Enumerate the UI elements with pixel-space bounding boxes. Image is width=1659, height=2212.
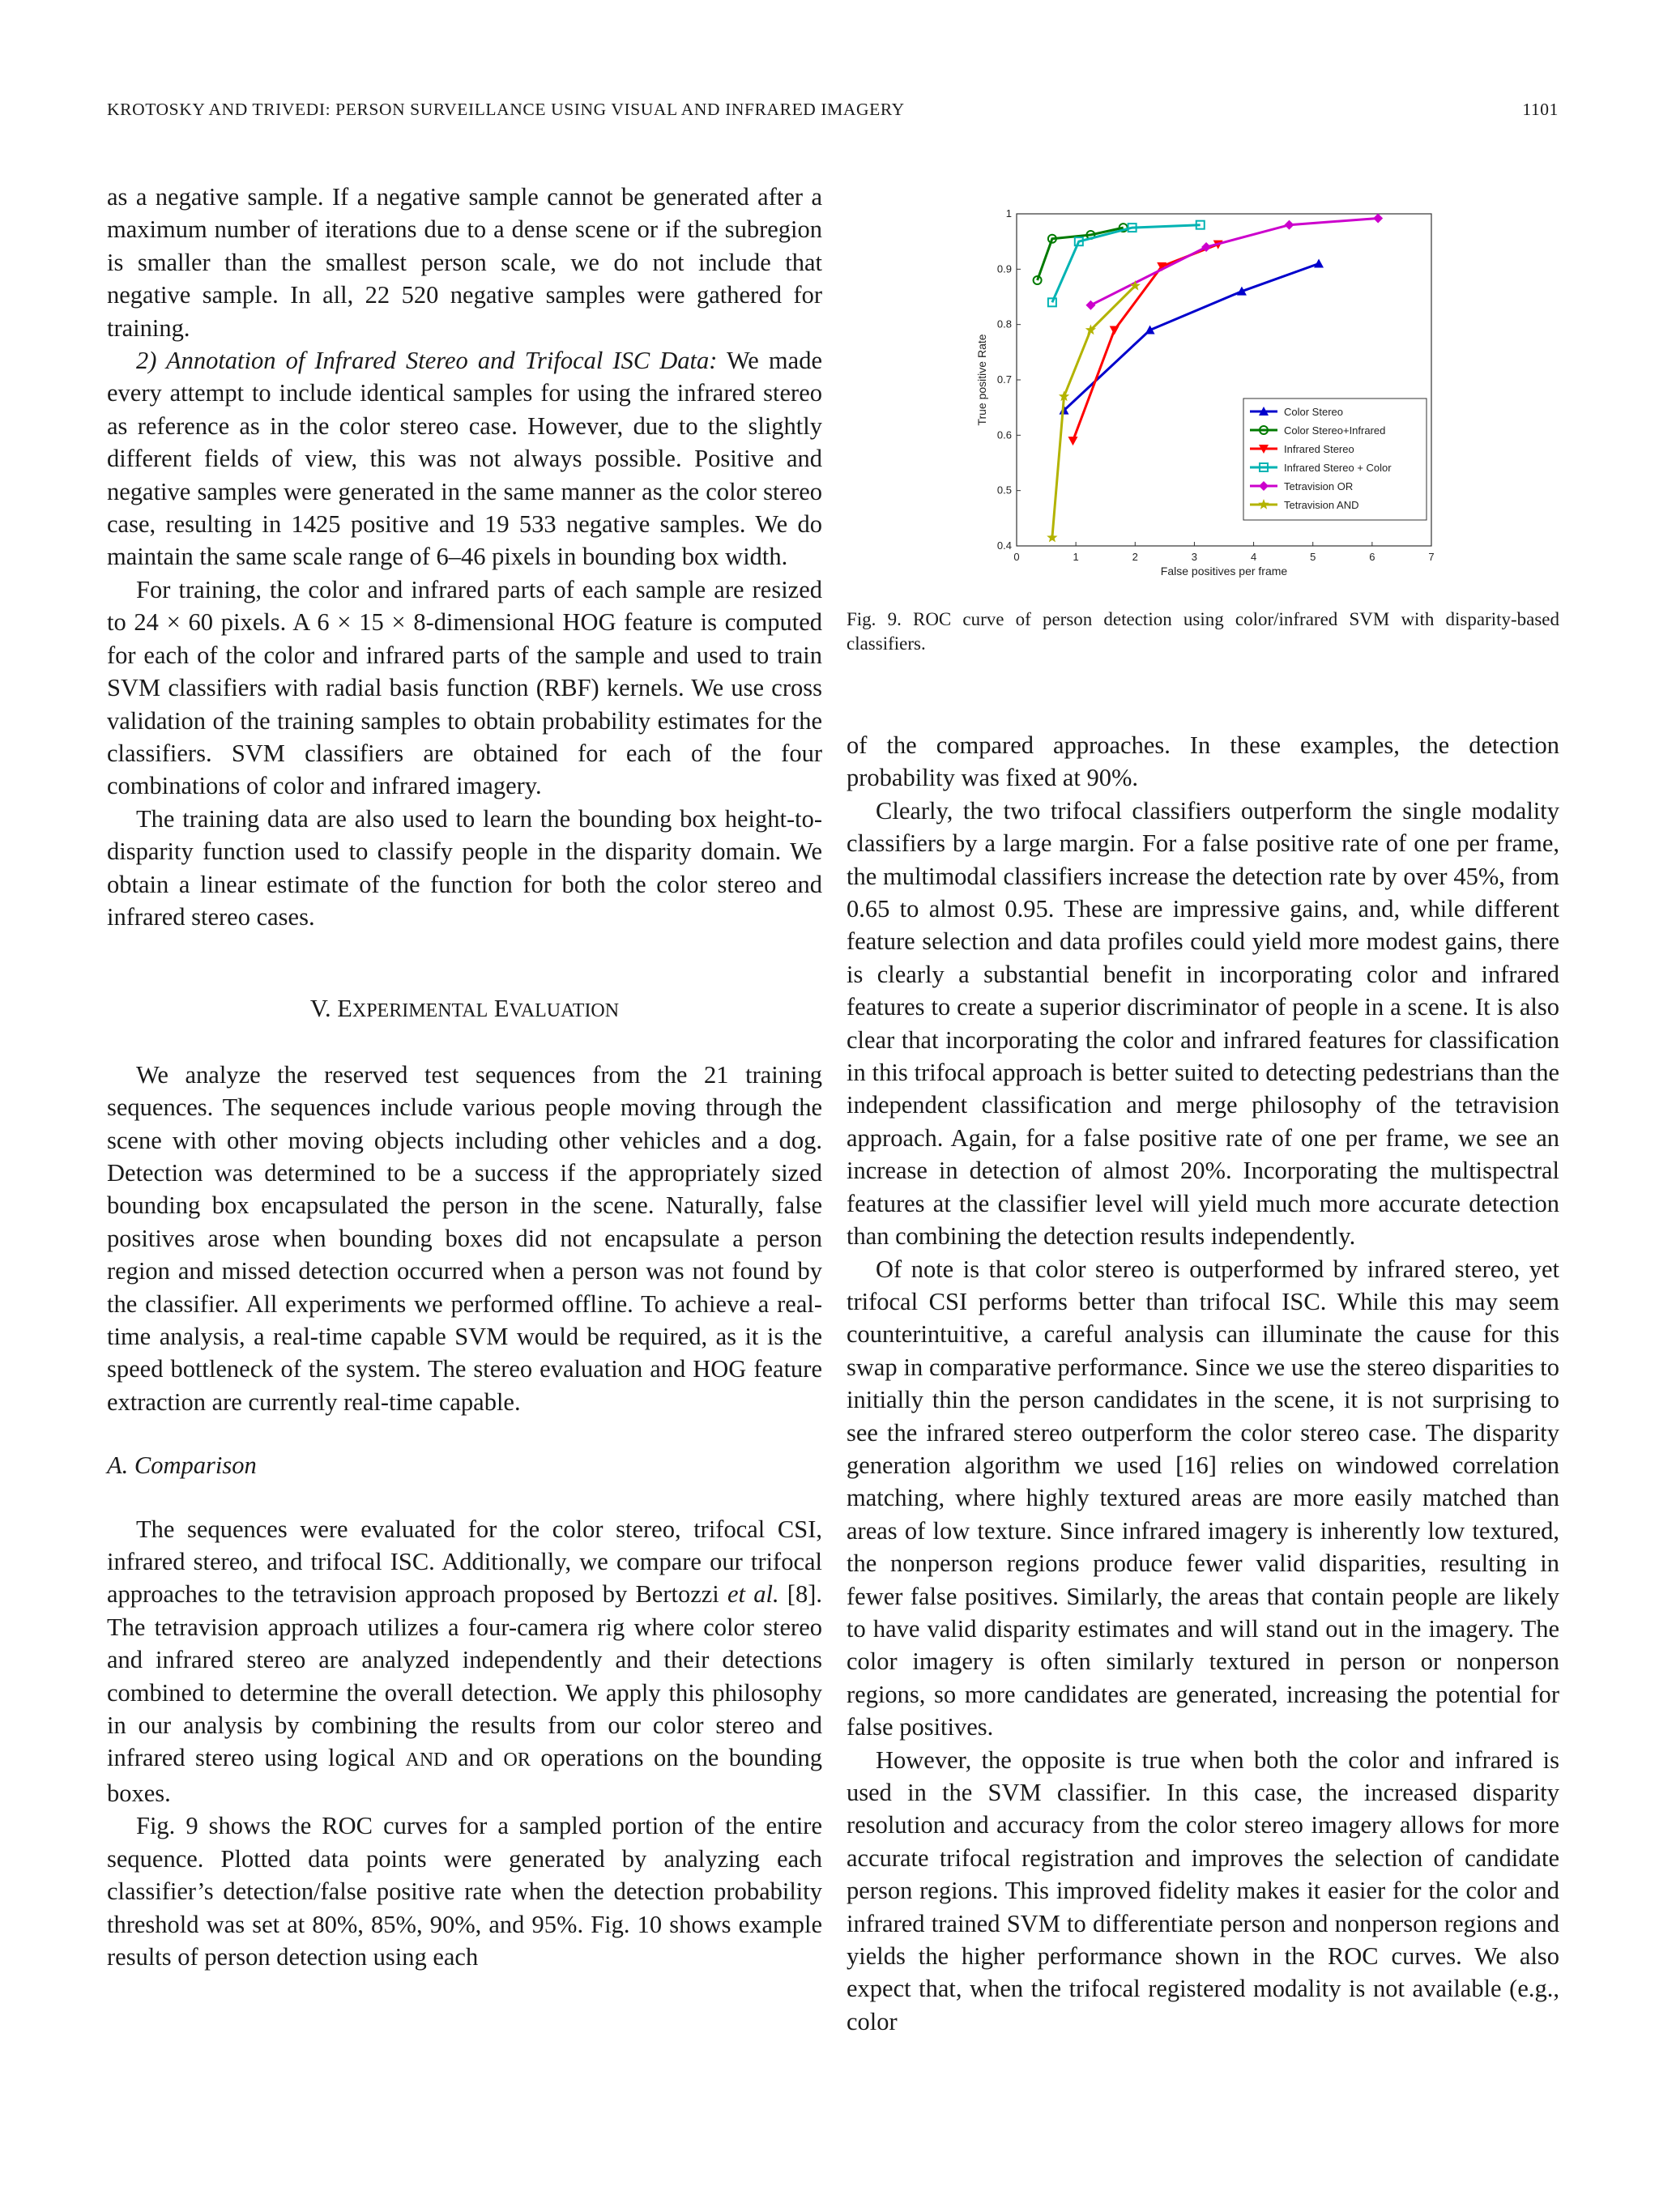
paragraph: However, the opposite is true when both the color and infrared is used in the SVM classifier. In this case, the increased disparity resolution and accuracy from the color stereo imagery allows for more accurate trifocal registration and improves the selection of candidate person regions. This improved fidelity makes it easier for the color and infrared trained SVM to differentiate person and nonperson regions and yields the higher performance shown in the ROC curves. We also expect that, when the trifocal registered modality is not available (e.g., color: [847, 1745, 1559, 2035]
left-column: [107, 181, 822, 1973]
legend-label: Tetravision OR: [1284, 480, 1354, 492]
emphasis: et al.: [727, 1580, 779, 1609]
paragraph: For training, the color and infrared parts of each sample are resized to 24 × 60 pixels. A 6 × 15 × 8-dimensional HOG feature is computed for each of the color and infrared parts of the sample and used to train SVM classifiers with radial basis function (RBF) kernels. We use cross validation of the training samples to obtain probability estimates for the classifiers. SVM classifiers are obtained for each of the four combinations of color and infrared imagery.: [107, 575, 822, 800]
y-tick-label: 0.4: [996, 539, 1012, 552]
x-tick-label: 2: [1132, 551, 1138, 563]
legend-label: Color Stereo: [1284, 406, 1343, 418]
x-tick-label: 5: [1310, 551, 1316, 563]
paragraph: [107, 344, 822, 573]
x-tick-label: 7: [1428, 551, 1434, 563]
y-tick-label: 0.8: [996, 318, 1012, 330]
paragraph: as a negative sample. If a negative sample cannot be generated after a maximum number of iterations due to a dense scene or if the subregion is smaller than the smallest person scale, we do not include that negative sample. In all, 22 520 negative samples were gathered for training.: [107, 183, 822, 342]
right-column: [847, 729, 1559, 2038]
y-tick-label: 0.9: [996, 262, 1012, 275]
figure-caption: Fig. 9. ROC curve of person detection using color/infrared SVM with disparity-based classifiers.: [847, 609, 1559, 654]
paragraph: Clearly, the two trifocal classifiers outperform the single modality classifiers by a large margin. For a false positive rate of one per frame, the multimodal classifiers increase the detection rate by over 45%, from 0.65 to almost 0.95. These are impressive gains, and, while different feature selection and data profiles could yield more modest gains, there is clearly a substantial benefit in incorporating color and infrared features to create a superior discriminator of people in a scene. It is also clear that incorporating the color and infrared features for classification in this trifocal approach is better suited to detecting pedestrians than the independent classification and merge philosophy of the tetravision approach. Again, for a false positive rate of one per frame, we see an increase in detection of almost 20%. Incorporating the multispectral features at the classifier level will yield much more accurate detection than combining the detection results independently.: [847, 796, 1559, 1251]
y-tick-label: 1: [1005, 207, 1012, 219]
x-tick-label: 3: [1191, 551, 1198, 563]
paragraph: The sequences were evaluated for the color stereo, trifocal CSI, infrared stereo, and trifocal ISC. Additionally, we compare our trifocal approaches to the tetravision approach proposed by Bertozzi et al. [8]. The tetravision approach utilizes a four-camera rig where color stereo and infrared stereo are analyzed independently and their detections combined to determine the overall detection. We apply this philosophy in our analysis by combining the results from our color stereo and infrared stereo using logical AND and OR operations on the bounding boxes.: [107, 1515, 822, 1807]
running-title: KROTOSKY AND TRIVEDI: PERSON SURVEILLANCE USING VISUAL AND INFRARED IMAGERY: [107, 100, 905, 119]
paragraph: Of note is that color stereo is outperformed by infrared stereo, yet trifocal CSI performs better than trifocal ISC. While this may seem counterintuitive, a careful analysis can illuminate the cause for this swap in comparative performance. Since we use the stereo disparities to initially thin the person candidates in the scene, it is not surprising to see the infrared stereo outperform the color stereo case. The disparity generation algorithm we used [16] relies on windowed correlation matching, where highly textured areas are more easily matched than areas of low texture. Since infrared imagery is inherently low textured, the nonperson regions produce fewer valid disparities, resulting in fewer false positives. Similarly, the areas that contain people are likely to have valid disparity estimates and will stand out in the imagery. The color imagery is often similarly textured in person or nonperson regions, so more candidates are generated, increasing the potential for false positives.: [847, 1255, 1559, 1741]
paragraph: of the compared approaches. In these examples, the detection probability was fixed at 90%.: [847, 731, 1559, 792]
legend-label: Infrared Stereo + Color: [1284, 462, 1392, 474]
y-tick-label: 0.6: [996, 428, 1012, 441]
y-axis-label: True positive Rate: [975, 334, 988, 426]
x-tick-label: 4: [1250, 551, 1257, 563]
paragraph-heading: 2) Annotation of Infrared Stereo and Trifocal ISC Data:: [136, 347, 718, 375]
legend: [1243, 399, 1427, 520]
page-number: 1101: [1522, 100, 1559, 119]
running-header: [107, 100, 1559, 132]
legend-label: Color Stereo+Infrared: [1284, 424, 1386, 437]
y-tick-label: 0.5: [996, 484, 1012, 497]
x-tick-label: 1: [1073, 551, 1079, 563]
x-axis-label: False positives per frame: [1160, 565, 1288, 578]
y-tick-label: 0.7: [996, 373, 1012, 386]
paragraph: Fig. 9 shows the ROC curves for a sampled portion of the entire sequence. Plotted data points were generated by analyzing each classifier’s detection/false positive rate when the detection probability threshold was set at 80%, 85%, 90%, and 95%. Fig. 10 shows example results of person detection using each: [107, 1812, 822, 1971]
paragraph: The training data are also used to learn the bounding box height-to-disparity function used to classify people in the disparity domain. We obtain a linear estimate of the function for both the color stereo and infrared stereo cases.: [107, 804, 822, 931]
section-heading: V. EXPERIMENTAL EVALUATION: [309, 995, 620, 1023]
x-tick-label: 6: [1369, 551, 1375, 563]
paragraph: We analyze the reserved test sequences from the 21 training sequences. The sequences include various people moving through the scene with other moving objects including other vehicles and a dog. Detection was determined to be a success if the appropriately sized bounding box encapsulated the person in the scene. Naturally, false positives arose when bounding boxes did not encapsulate a person region and missed detection occurred when a person was not found by the classifier. All experiments we performed offline. To achieve a real-time analysis, a real-time capable SVM would be required, as it is the speed bottleneck of the system. The stereo evaluation and HOG feature extraction are currently real-time capable.: [107, 1060, 822, 1416]
roc-chart: [948, 201, 1434, 590]
legend-label: Infrared Stereo: [1284, 443, 1354, 455]
subsection-heading: A. Comparison: [107, 1451, 257, 1480]
x-tick-label: 0: [1013, 551, 1020, 563]
paragraph-body: We made every attempt to include identical samples for using the infrared stereo as reference as in the color stereo case. However, due to the slightly different fields of view, this was not always possible. Positive and negative samples were generated in the same manner as the color stereo case, resulting in 1425 positive and 19 533 negative samples. We do maintain the same scale range of 6–46 pixels in bounding box width.: [107, 347, 822, 571]
legend-label: Tetravision AND: [1284, 499, 1359, 511]
roc-figure: [948, 201, 1434, 590]
